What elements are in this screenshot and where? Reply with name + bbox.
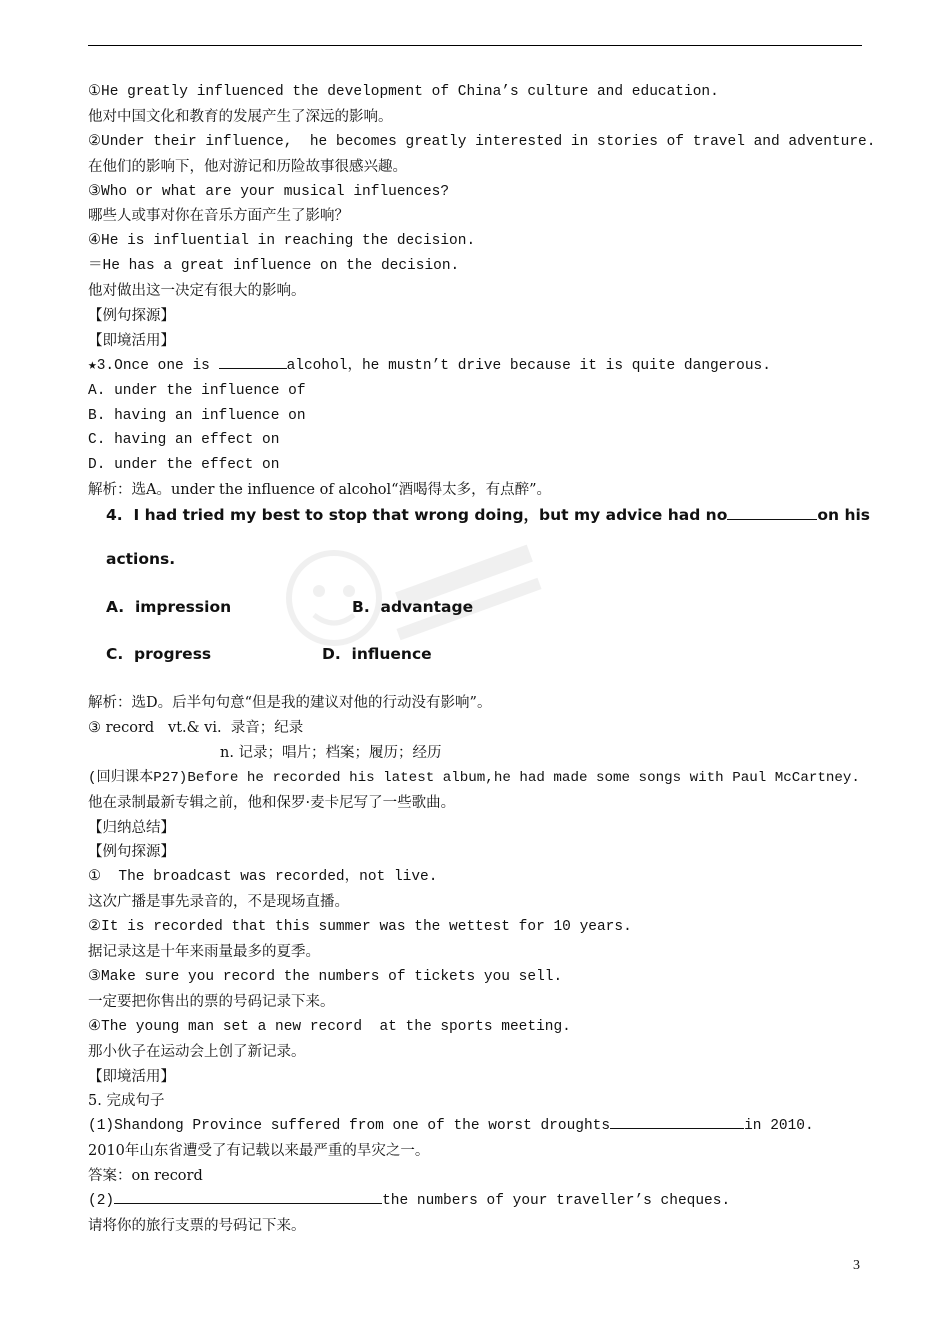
translation-line: 请将你的旅行支票的号码记下来。 [88,1217,306,1234]
example-line: ②Under their influence, he becomes greatly interested in stories of travel and adventure. [88,133,876,150]
answer-blank [727,505,817,520]
question-4-suffix: on his [817,506,871,525]
question-5-sentence-1 [88,1114,868,1139]
option-a: A. under the influence of [88,382,306,399]
page-content [88,80,876,1239]
question-5-sentence-2 [88,1189,868,1214]
translation-line: 2010年山东省遭受了有记载以来最严重的旱灾之一。 [88,1143,430,1160]
sentence-2-suffix: the numbers of your traveller’s cheques. [382,1192,731,1209]
example-line: ③Make sure you record the numbers of tickets you sell. [88,968,563,985]
answer-blank [219,354,287,369]
question-4-image [104,503,871,691]
page-number: 3 [853,1258,860,1273]
translation-line: 哪些人或事对你在音乐方面产生了影响？ [88,208,349,225]
example-line: ③Who or what are your musical influences? [88,183,450,200]
analysis-line: 解析：选D。后半句句意“但是我的建议对他的行动没有影响”。 [88,695,492,712]
question-5-title: 5. 完成句子 [88,1093,165,1110]
answer-blank [610,1114,744,1129]
section-heading: 【归纳总结】 [88,819,175,836]
example-line: ①He greatly influenced the development of China’s culture and education. [88,84,719,100]
section-heading: 【例句探源】 [88,308,175,325]
translation-line: 那小伙子在运动会上创了新记录。 [88,1043,306,1060]
option-d: D. influence [322,645,432,664]
option-c: C. having an effect on [88,432,280,449]
translation-line: 他对中国文化和教育的发展产生了深远的影响。 [88,108,393,125]
question-3 [88,354,868,379]
translation-line: 他对做出这一决定有很大的影响。 [88,283,306,300]
option-b: B. advantage [352,598,474,617]
translation-line: 他在录制最新专辑之前，他和保罗·麦卡尼写了一些歌曲。 [88,794,456,811]
sentence-1-prefix: (1)Shandong Province suffered from one of the worst droughts [88,1118,611,1135]
option-b: B. having an influence on [88,407,306,424]
sentence-1-suffix: in 2010. [744,1118,814,1135]
example-line: ②It is recorded that this summer was the wettest for 10 years. [88,919,632,936]
option-c: C. progress [106,645,212,664]
header-rule [88,45,862,46]
section-heading: 【即境活用】 [88,1068,175,1085]
question-3-suffix: alcohol，he mustn’t drive because it is quite dangerous. [286,357,771,374]
translation-line: 一定要把你售出的票的号码记录下来。 [88,993,335,1010]
example-line: ④The young man set a new record at the sports meeting. [88,1018,571,1035]
sentence-2-prefix: (2) [88,1192,115,1209]
answer-blank [114,1189,382,1204]
option-a: A. impression [106,598,232,617]
section-heading: 【例句探源】 [88,844,175,861]
answer-line: 答案：on record [88,1168,203,1185]
example-line: ④He is influential in reaching the decision. [88,233,476,250]
translation-line: 在他们的影响下，他对游记和历险故事很感兴趣。 [88,158,407,175]
question-3-prefix: ★3.Once one is [88,357,219,374]
example-line: ① The broadcast was recorded，not live. [88,869,438,886]
example-line: ＝He has a great influence on the decision. [88,258,460,275]
vocab-noun-meaning: n. 记录；唱片；档案；履历；经历 [220,744,442,761]
section-heading: 【即境活用】 [88,332,175,349]
question-4-line-2: actions. [106,550,176,569]
vocab-heading: ③ record vt.& vi. 录音；纪录 [88,720,304,737]
textbook-line: (回归课本P27)Before he recorded his latest album,he had made some songs with Paul McCartney. [88,769,860,786]
translation-line: 据记录这是十年来雨量最多的夏季。 [88,944,320,961]
translation-line: 这次广播是事先录音的，不是现场直播。 [88,894,349,911]
option-d: D. under the effect on [88,457,280,474]
question-4-prefix: 4. I had tried my best to stop that wrong doing，but my advice had no [106,506,728,525]
question-4-line-1 [106,503,870,525]
analysis-line: 解析：选A。under the influence of alcohol“酒喝得太多，有点醉”。 [88,482,551,499]
